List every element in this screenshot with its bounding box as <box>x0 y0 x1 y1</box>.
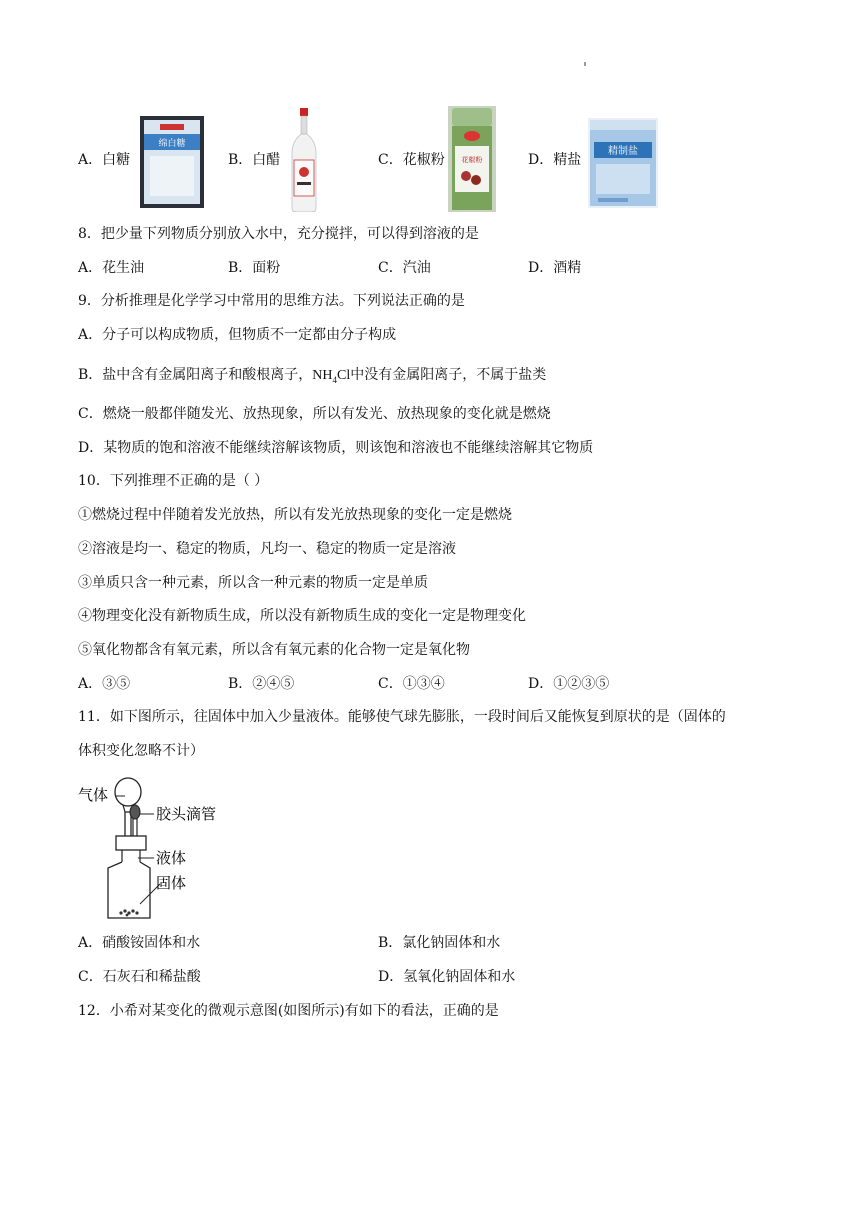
q9-option-c[interactable]: C．燃烧一般都伴随发光、放热现象，所以有发光、放热现象的变化就是燃烧 <box>78 406 551 422</box>
salt-package-image <box>588 118 658 208</box>
q10-statement-1: ①燃烧过程中伴随着发光放热，所以有发光放热现象的变化一定是燃烧 <box>78 507 512 523</box>
bottle-shape <box>108 862 150 918</box>
label-solid: 固体 <box>156 874 187 892</box>
q9-option-d[interactable]: D．某物质的饱和溶液不能继续溶解该物质，则该饱和溶液也不能继续溶解其它物质 <box>78 440 594 456</box>
q8-stem: 8．把少量下列物质分别放入水中，充分搅拌，可以得到溶液的是 <box>78 226 479 242</box>
q11-option-d[interactable]: D．氢氧化钠固体和水 <box>378 969 516 985</box>
q7-option-a[interactable]: A．白糖 <box>78 152 131 168</box>
q10-statement-2: ②溶液是均一、稳定的物质，凡均一、稳定的物质一定是溶液 <box>78 541 456 557</box>
label-dropper: 胶头滴管 <box>156 805 217 823</box>
q8-option-d[interactable]: D．酒精 <box>528 260 582 276</box>
q12-stem: 12．小希对某变化的微观示意图(如图所示)有如下的看法，正确的是 <box>78 1003 499 1019</box>
dropper-bulb <box>130 805 140 819</box>
q10-stem: 10．下列推理不正确的是（ ） <box>78 473 269 489</box>
svg-text:精制盐: 精制盐 <box>608 146 638 157</box>
sugar-package-image <box>140 116 204 208</box>
q10-option-d[interactable]: D．①②③⑤ <box>528 676 610 692</box>
q9-stem: 9．分析推理是化学学习中常用的思维方法。下列说法正确的是 <box>78 293 465 309</box>
q10-option-b[interactable]: B．②④⑤ <box>228 676 295 692</box>
balloon-shape <box>115 778 141 806</box>
apparatus-diagram <box>78 772 238 922</box>
q11-option-b[interactable]: B．氯化钠固体和水 <box>378 935 501 951</box>
q8-option-b[interactable]: B．面粉 <box>228 260 281 276</box>
q11-option-c[interactable]: C．石灰石和稀盐酸 <box>78 969 201 985</box>
svg-text:绵白糖: 绵白糖 <box>158 139 186 149</box>
q10-statement-3: ③单质只含一种元素，所以含一种元素的物质一定是单质 <box>78 575 428 591</box>
q8-option-c[interactable]: C．汽油 <box>378 260 431 276</box>
q9-option-b[interactable]: B．盐中含有金属阳离子和酸根离子，$NH_4Cl$中没有金属阳离子，不属于盐类 <box>78 367 547 385</box>
q11-stem-line2: 体积变化忽略不计） <box>78 743 204 759</box>
page-mark <box>584 62 586 66</box>
label-liquid: 液体 <box>156 849 187 867</box>
nh4cl-formula: $NH_4Cl$ <box>312 368 351 385</box>
q11-stem-line1: 11．如下图所示，往固体中加入少量液体。能够使气球先膨胀，一段时间后又能恢复到原状的是（固体的 <box>78 709 726 725</box>
q11-option-a[interactable]: A．硝酸铵固体和水 <box>78 935 201 951</box>
q9-option-a[interactable]: A．分子可以构成物质，但物质不一定都由分子构成 <box>78 327 397 343</box>
pepper-powder-jar-image <box>448 106 496 212</box>
q10-statement-5: ⑤氧化物都含有氧元素，所以含有氧元素的化合物一定是氧化物 <box>78 642 470 658</box>
q10-statement-4: ④物理变化没有新物质生成，所以没有新物质生成的变化一定是物理变化 <box>78 608 526 624</box>
q7-option-b[interactable]: B．白醋 <box>228 152 281 168</box>
stopper-shape <box>116 836 146 850</box>
label-gas: 气体 <box>78 786 109 804</box>
svg-text:花椒粉: 花椒粉 <box>461 156 483 164</box>
q8-option-a[interactable]: A．花生油 <box>78 260 145 276</box>
q7-option-c[interactable]: C．花椒粉 <box>378 152 445 168</box>
q10-option-a[interactable]: A．③⑤ <box>78 676 131 692</box>
q10-option-c[interactable]: C．①③④ <box>378 676 445 692</box>
q7-option-d[interactable]: D．精盐 <box>528 152 582 168</box>
vinegar-bottle-image <box>290 108 318 212</box>
solid-particles <box>119 909 138 916</box>
